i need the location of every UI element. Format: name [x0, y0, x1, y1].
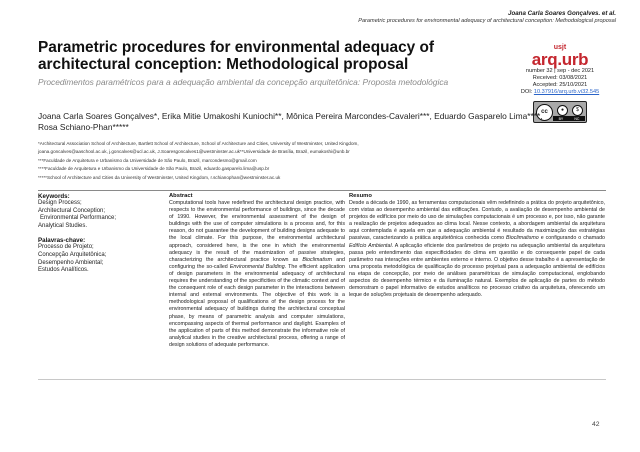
affiliation-line: ****Faculdade de Arquitetura e Urbanismo da Universidade de São Paulo, Brazil, eduardo.gasparelo.lima@usp.br [38, 166, 270, 172]
abstract-text: Computational tools have redefined the architectural design practice, with respects to the environmental performance of buildings, since the decade of 1990. However, the environmental assessment of the design of buildings with the use of computer simulations is a process and, for this reason, do not guarantee the development of building designs adequate to the local climate. For this purpose, the environmental architectural approach, considered here, is the one in which the environmental adequacy is the result of the maximization of passive strategies, characterizing the architectural practice known as Bioclimatism and configuring the so-called Environmental Building. The efficient application of design parameters in the environmental adequacy of architectural requires the understanding of the specificities of the climatic context and of the consequent role of each design parameter in the interactions between internal and external environments. The objective of this work is a methodological proposal of qualifications of the design process for the environmental adequacy of buildings during the architectural conceptual phase, by means of parametric analysis and computer simulations, encompassing aspects of thermal performance and daylight. Examples of the application of parts of this method demonstrate the informative role of analytical studies in the creative architectural process, offering a range of design solutions of adequate performance. [169, 200, 345, 348]
attribution-icon: ● [557, 105, 568, 116]
section-divider-top [38, 190, 606, 191]
resumo-heading: Resumo [349, 193, 372, 199]
publisher-logo: usjt [553, 44, 567, 51]
running-head-short-title: Parametric procedures for environmental adequacy of architectural conception: Methodological proposal [358, 18, 616, 24]
affiliation-line: *****School of Architecture and Cities da University of Westminster, United Kingdom, r.schianophan@westminster.ac.uk [38, 174, 281, 180]
affiliation-line: *Architectural Association School of Architecture, Bartlett School of Architecture, School of Architecture and Cities, University of Westminster, United Kingdom, [38, 141, 359, 146]
keyword-item: Analytical Studies. [38, 222, 88, 229]
palavra-chave-item: Processo de Projeto; [38, 244, 94, 251]
keyword-item: Architectural Conception; [38, 207, 106, 214]
doi-link[interactable]: 10.37916/arq.urb.vi32.545 [533, 89, 600, 95]
keyword-item: Environmental Performance; [40, 215, 117, 222]
palavra-chave-item: Estudos Analíticos. [38, 267, 89, 274]
noncommercial-icon: $ [572, 105, 583, 116]
resumo-column [349, 193, 605, 299]
keywords-column [38, 193, 163, 275]
keyword-item: Design Process; [38, 200, 82, 206]
page-number: 42 [592, 421, 600, 428]
paper-title: Parametric procedures for environmental adequacy of architectural conception: Methodological proposal [38, 39, 435, 73]
palavra-chave-item: Concepção Arquitetônica; [38, 251, 107, 258]
author-list: Joana Carla Soares Gonçalves*, Erika Mitie Umakoshi Kuniochi**, Mônica Pereira Marcondes-Cavaleri***, Eduardo Gasparelo Lima****, Rosa Schiano-Phan***** [38, 111, 543, 132]
accepted-date: Accepted: 25/10/2021 [532, 82, 588, 88]
affiliations [38, 140, 558, 182]
journal-issue: number 32 | sep - dec 2021 [525, 68, 595, 74]
doi-line [500, 89, 620, 96]
journal-logo: arq.urb [531, 50, 589, 69]
affiliation-line: ***Faculdade de Arquitetura e Urbanismo da Universidade de São Paulo, Brazil, marcondesmo@gmail.com [38, 157, 257, 163]
running-head-author: Joana Carla Soares Gonçalves. et al. [508, 10, 616, 17]
affiliation-line: joana.goncalves@aaschool.ac.uk, j.goncalves@ucl.ac.uk, J.Soaresgoncalves1@westminster.ac.uk**Universidade de Brasília, Brazil, eumakoshi@unb.br [38, 149, 350, 155]
palavra-chave-item: Desempenho Ambiental; [38, 259, 104, 266]
running-head [358, 10, 616, 25]
creative-commons-icon: cc [536, 104, 553, 121]
abstract-column [169, 193, 345, 349]
license-nc: NC [574, 116, 580, 121]
section-divider-bottom [38, 379, 606, 380]
received-date: Received: 03/08/2021 [532, 75, 588, 81]
license-by: BY [558, 116, 564, 121]
resumo-text: Desde a década de 1990, as ferramentas computacionais vêm redefinindo a prática do projeto arquitetônico, com vistas ao desempenho ambiental das edificações. Contudo, a avaliação de desempenho ambiental de projetos de edifícios por meio do uso de simulações computacionais é um processo e, por isso, não garante a realização de projetos adequados ao clima local. Nesse contexto, a abordagem ambiental da arquitetura aqui contemplada é aquela em que a adequação ambiental é resultado da maximização das estratégias passivas, caracterizando a prática arquitetônica conhecida como Bioclimatismo e configurando o chamado Edifício Ambiental. A aplicação eficiente dos parâmetros de projeto na adequação ambiental da arquitetura passa pelo entendimento das especificidades do clima em questão e do consequente papel de cada parâmetro nas interações entre ambientes externo e interno. O objetivo desse trabalho é a apresentação de uma proposta metodológica de qualificação do processo projetual para a adequação ambiental de edifícios na etapa de concepção, por meio de análises paramétricas de simulação computacional, englobando aspectos do desempenho térmico e da iluminação natural. Exemplos de aplicação de partes do método demonstram o papel informativo de estudos analíticos no processo criativo da arquitetura, oferecendo um leque de soluções projetuais de desempenho adequado. [349, 200, 605, 299]
doi-label: DOI: [520, 89, 533, 95]
abstract-heading: Abstract [169, 193, 193, 199]
keywords-heading: Keywords: [38, 193, 70, 200]
paper-subtitle: Procedimentos paramétricos para a adequação ambiental da concepção arquitetônica: Proposta metodológica [38, 77, 449, 87]
palavras-chave-heading: Palavras-chave: [38, 237, 86, 245]
